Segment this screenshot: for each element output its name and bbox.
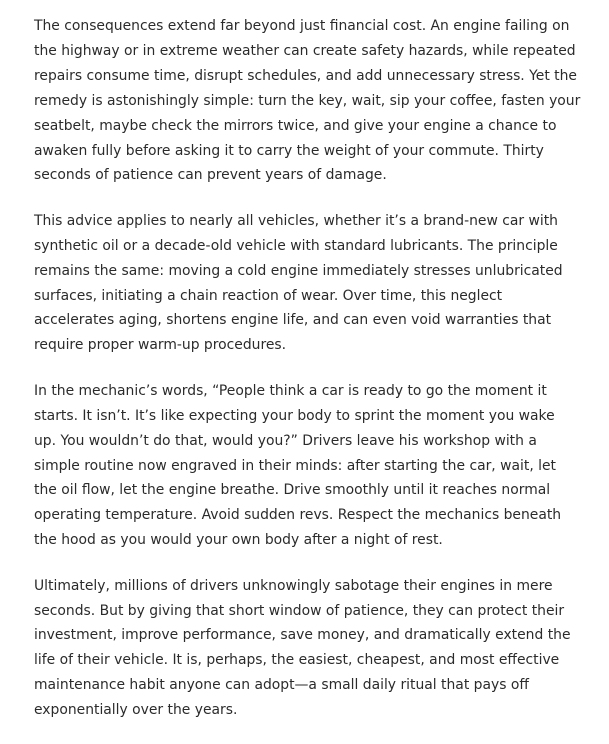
paragraph-conclusion: Ultimately, millions of drivers unknowingly sabotage their engines in mere seconds. But by giving that short window of patience, they can protect their investment, improve performance, save money, and dramatically extend the life of their vehicle. It is, perhaps, the easiest, cheapest, and most effective maintenance habit anyone can adopt—a small daily ritual that pays off exponentially over the years. bbox=[34, 577, 571, 719]
paragraph-consequences: The consequences extend far beyond just financial cost. An engine failing on the highway or in extreme weather can create safety hazards, while repeated repairs consume time, disrupt schedules, and add unnecessary stress. Yet the remedy is astonishingly simple: turn the key, wait, sip your coffee, fasten your seatbelt, maybe check the mirrors twice, and give your engine a chance to awaken fully before asking it to carry the weight of your commute. Thirty seconds of patience can prevent years of damage. bbox=[34, 18, 581, 184]
article-body bbox=[34, 14, 581, 744]
paragraph-advice: This advice applies to nearly all vehicles, whether it’s a brand-new car with synthetic oil or a decade-old vehicle with standard lubricants. The principle remains the same: moving a cold engine immediately stresses unlubricated surfaces, initiating a chain reaction of wear. Over time, this neglect accelerates aging, shortens engine life, and can even void warranties that require proper warm-up procedures. bbox=[34, 212, 563, 354]
paragraph-mechanic-quote: In the mechanic’s words, “People think a car is ready to go the moment it starts. It isn’t. It’s like expecting your body to sprint the moment you wake up. You wouldn’t do that, would you?” Drivers leave his workshop with a simple routine now engraved in their minds: after starting the car, wait, let the oil flow, let the engine breathe. Drive smoothly until it reaches normal operating temperature. Avoid sudden revs. Respect the mechanics beneath the hood as you would your own body after a night of rest. bbox=[34, 382, 562, 549]
